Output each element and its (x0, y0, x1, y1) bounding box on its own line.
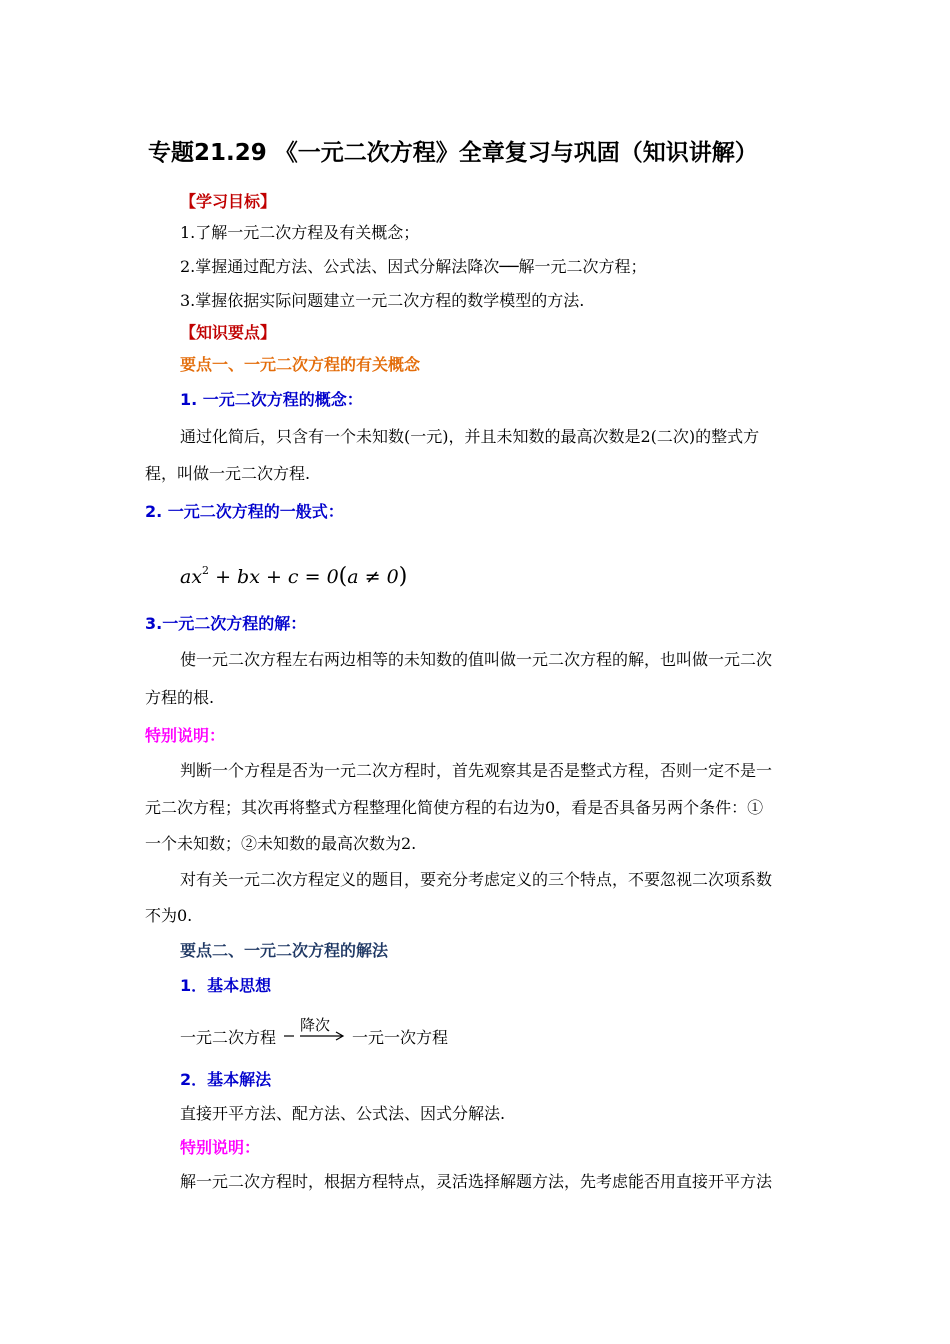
formula-paren-close: ) (398, 564, 408, 589)
formula-condition: a ≠ 0 (347, 566, 399, 588)
paragraph-line: 解一元二次方程时，根据方程特点，灵活选择解题方法，先考虑能否用直接开平方法 (180, 1172, 773, 1191)
goal-item: 1.了解一元二次方程及有关概念； (180, 223, 420, 242)
flow-left-label: 一元二次方程 (180, 1028, 277, 1047)
paragraph-line: 直接开平方法、配方法、公式法、因式分解法. (180, 1104, 506, 1123)
paragraph-line: 不为0. (145, 906, 193, 925)
section-heading-2: 要点二、一元二次方程的解法 (180, 941, 389, 960)
special-note-heading: 特别说明： (145, 726, 226, 745)
general-form-formula (180, 559, 407, 589)
paragraph-line: 通过化简后，只含有一个未知数(一元)，并且未知数的最高次数是2(二次)的整式方 (180, 427, 760, 446)
subheading-solution: 3.一元二次方程的解： (145, 614, 307, 633)
goal-item: 3.掌握依据实际问题建立一元二次方程的数学模型的方法. (180, 291, 585, 310)
formula-rest: + bx + c = 0 (215, 566, 339, 588)
right-arrow-icon (282, 1030, 348, 1042)
subheading-basic-idea: 1．基本思想 (180, 976, 272, 995)
paragraph-line: 程，叫做一元二次方程. (145, 464, 311, 483)
subheading-general-form: 2. 一元二次方程的一般式： (145, 502, 344, 521)
points-heading: 【知识要点】 (180, 323, 277, 342)
section-heading-1: 要点一、一元二次方程的有关概念 (180, 355, 421, 374)
flow-right-label: 一元一次方程 (352, 1028, 449, 1047)
paragraph-line: 元二次方程；其次再将整式方程整理化简使方程的右边为0，看是否具备另两个条件：① (145, 798, 764, 817)
page-title: 专题21.29 《一元二次方程》全章复习与巩固（知识讲解） (148, 140, 758, 166)
formula-ax: ax (180, 566, 203, 588)
flow-arrow-label: 降次 (300, 1016, 331, 1034)
paragraph-line: 方程的根. (145, 688, 215, 707)
special-note-heading: 特别说明： (180, 1138, 261, 1157)
paragraph-line: 对有关一元二次方程定义的题目，要充分考虑定义的三个特点，不要忽视二次项系数 (180, 870, 773, 889)
subheading-basic-methods: 2．基本解法 (180, 1070, 272, 1089)
formula-paren-open: ( (338, 564, 348, 589)
goals-heading: 【学习目标】 (180, 192, 277, 211)
goal-item: 2.掌握通过配方法、公式法、因式分解法降次──解一元二次方程； (180, 257, 647, 276)
paragraph-line: 使一元二次方程左右两边相等的未知数的值叫做一元二次方程的解，也叫做一元二次 (180, 650, 773, 669)
paragraph-line: 判断一个方程是否为一元二次方程时，首先观察其是否是整式方程，否则一定不是一 (180, 761, 773, 780)
formula-exponent: 2 (202, 564, 210, 577)
subheading-concept: 1. 一元二次方程的概念： (180, 390, 363, 409)
paragraph-line: 一个未知数；②未知数的最高次数为2. (145, 834, 417, 853)
